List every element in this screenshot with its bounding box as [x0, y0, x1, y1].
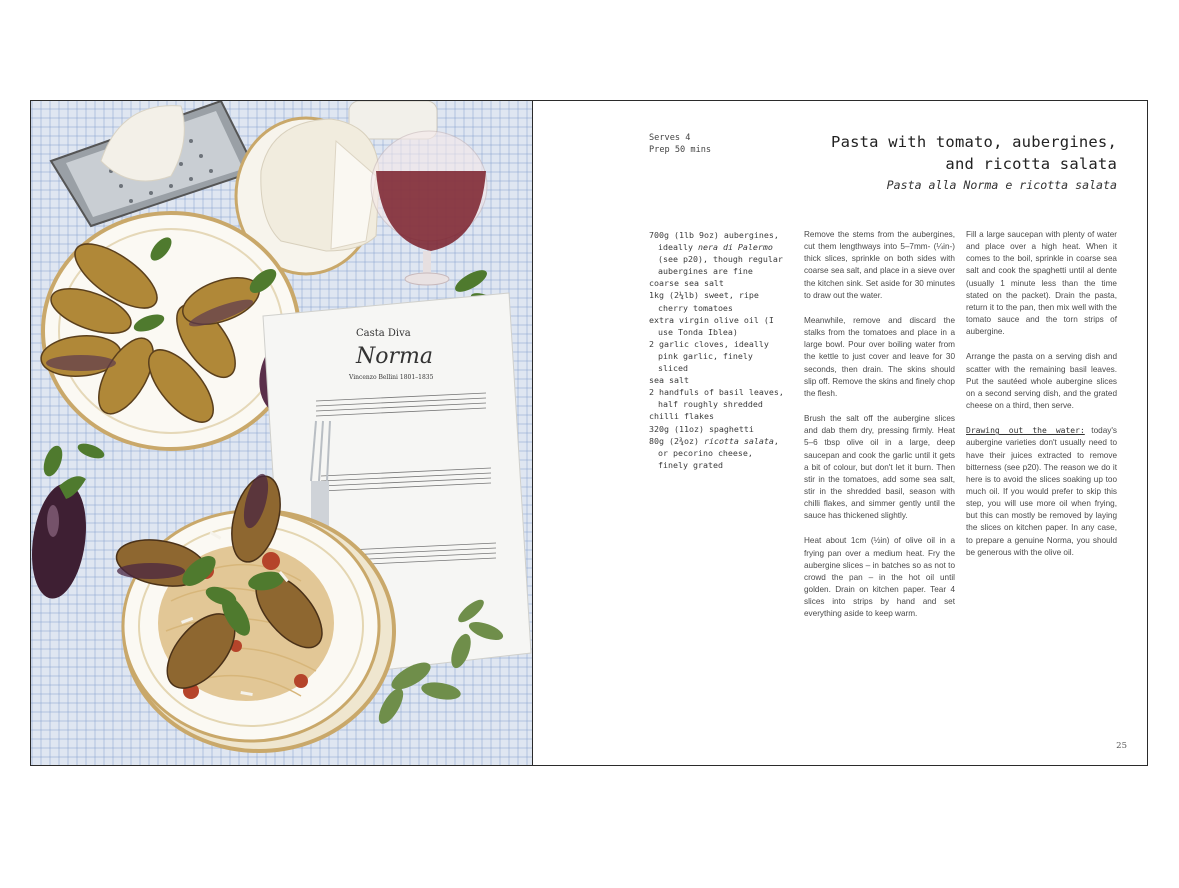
- recipe-meta: [649, 132, 711, 156]
- basil-left: [40, 441, 106, 479]
- method-step: Brush the salt off the aubergine slices and dab them dry, pressing firmly. Heat 5–6 tbsp olive oil in a large, deep saucepan and cook the garlic until it gets a bit of colour, but don't let it burn. Then stir in the tomatoes, add some sea salt, stir in the shredded basil, season with chilli flakes, and simmer gently until the sauce has thickened slightly.: [804, 414, 955, 521]
- ingredient-item: 1kg (2¼lb) sweet, ripe cherry tomatoes: [649, 290, 759, 313]
- fried-aubergine-plate: [39, 213, 299, 449]
- method-step: Heat about 1cm (½in) of olive oil in a frying pan over a medium heat. Fry the aubergine slices – in batches so as not to crowd the pan – in the hot oil until golden. Drain on kitchen paper. Tear 4 slices into strips by hand and set everything aside to keep warm.: [804, 536, 955, 619]
- ricotta-wedge: [101, 106, 184, 181]
- recipe-subtitle: Pasta alla Norma e ricotta salata: [886, 178, 1117, 192]
- title-line-2: and ricotta salata: [945, 155, 1117, 173]
- wine-glass: [371, 131, 487, 285]
- ingredient-item: 700g (1lb 9oz) aubergines, ideally nera di Palermo (see p20), though regular aubergines are fine: [649, 230, 783, 277]
- recipe-photo: [31, 101, 532, 766]
- recipe-page: [532, 101, 1148, 766]
- ingredient-item: 320g (11oz) spaghetti: [649, 423, 754, 434]
- small-aubergine: [31, 476, 93, 602]
- ingredient-list: [649, 229, 784, 471]
- recipe-title: [797, 131, 1117, 175]
- tip-note: [966, 425, 1117, 559]
- prep-time: Prep 50 mins: [649, 145, 712, 155]
- food-illustration: [31, 101, 532, 766]
- ingredient-item: 2 handfuls of basil leaves, half roughly shredded: [649, 387, 784, 410]
- tip-text: today's aubergine varieties don't usually need to have their juices extracted to remove bitterness (see p20). The reason we do it here is to avoid the slices soaking up too much oil. If you would prefer to skip this step, you will use more oil when frying, but this can mostly be removed by laying the slices on kitchen paper. In any case, to prepare a genuine Norma, you should be generous with the olive oil.: [966, 426, 1117, 557]
- ingredient-item: 2 garlic cloves, ideally pink garlic, finely sliced: [649, 338, 769, 374]
- method-step: Meanwhile, remove and discard the stalks from the tomatoes and place in a large bowl. Pour over boiling water from the kettle to just cover and leave for 30 seconds, then drain. The skins should slip off. Remove the skins and finely chop the flesh.: [804, 315, 955, 398]
- method-column-1: [804, 229, 955, 634]
- ingredient-item: extra virgin olive oil (I use Tonda Iblea): [649, 314, 774, 337]
- sheet-music-title: Casta Diva: [356, 328, 411, 339]
- sheet-music-opera: Norma: [356, 344, 433, 369]
- ingredient-item: coarse sea salt: [649, 278, 724, 289]
- book-spread: [30, 100, 1148, 766]
- method-column-2: [966, 229, 1117, 572]
- ingredient-item: 80g (2¾oz) ricotta salata, or pecorino cheese, finely grated: [649, 435, 779, 470]
- page-number: 25: [1116, 741, 1127, 751]
- title-line-1: Pasta with tomato, aubergines,: [831, 133, 1117, 151]
- method-step: Arrange the pasta on a serving dish and scatter with the remaining basil leaves. Put the sautéed whole aubergine slices on a second serving dish, and the grated cheese on a third, then serve.: [966, 352, 1117, 411]
- serves-label: Serves 4: [649, 133, 691, 143]
- method-step: Fill a large saucepan with plenty of water and place over a high heat. When it comes to the boil, sprinkle in coarse sea salt and cook the spaghetti until al dente (usually 1 minute less than the time stated on the packet). Drain the pasta, return it to the pan, then mix well with the tomato sauce and the torn strips of aubergine.: [966, 230, 1117, 337]
- ingredient-item: chilli flakes: [649, 411, 714, 422]
- ingredient-item: sea salt: [649, 375, 689, 386]
- method-step: Remove the stems from the aubergines, cut them lengthways into 5–7mm- (¼in-) thick slices, sprinkle on both sides with coarse sea salt, and place in a sieve over the kitchen sink. Set aside for 30 minutes to draw out the water.: [804, 230, 955, 300]
- sheet-music-composer: Vincenzo Bellini 1801–1835: [349, 374, 434, 381]
- tip-heading: Drawing out the water:: [966, 426, 1085, 436]
